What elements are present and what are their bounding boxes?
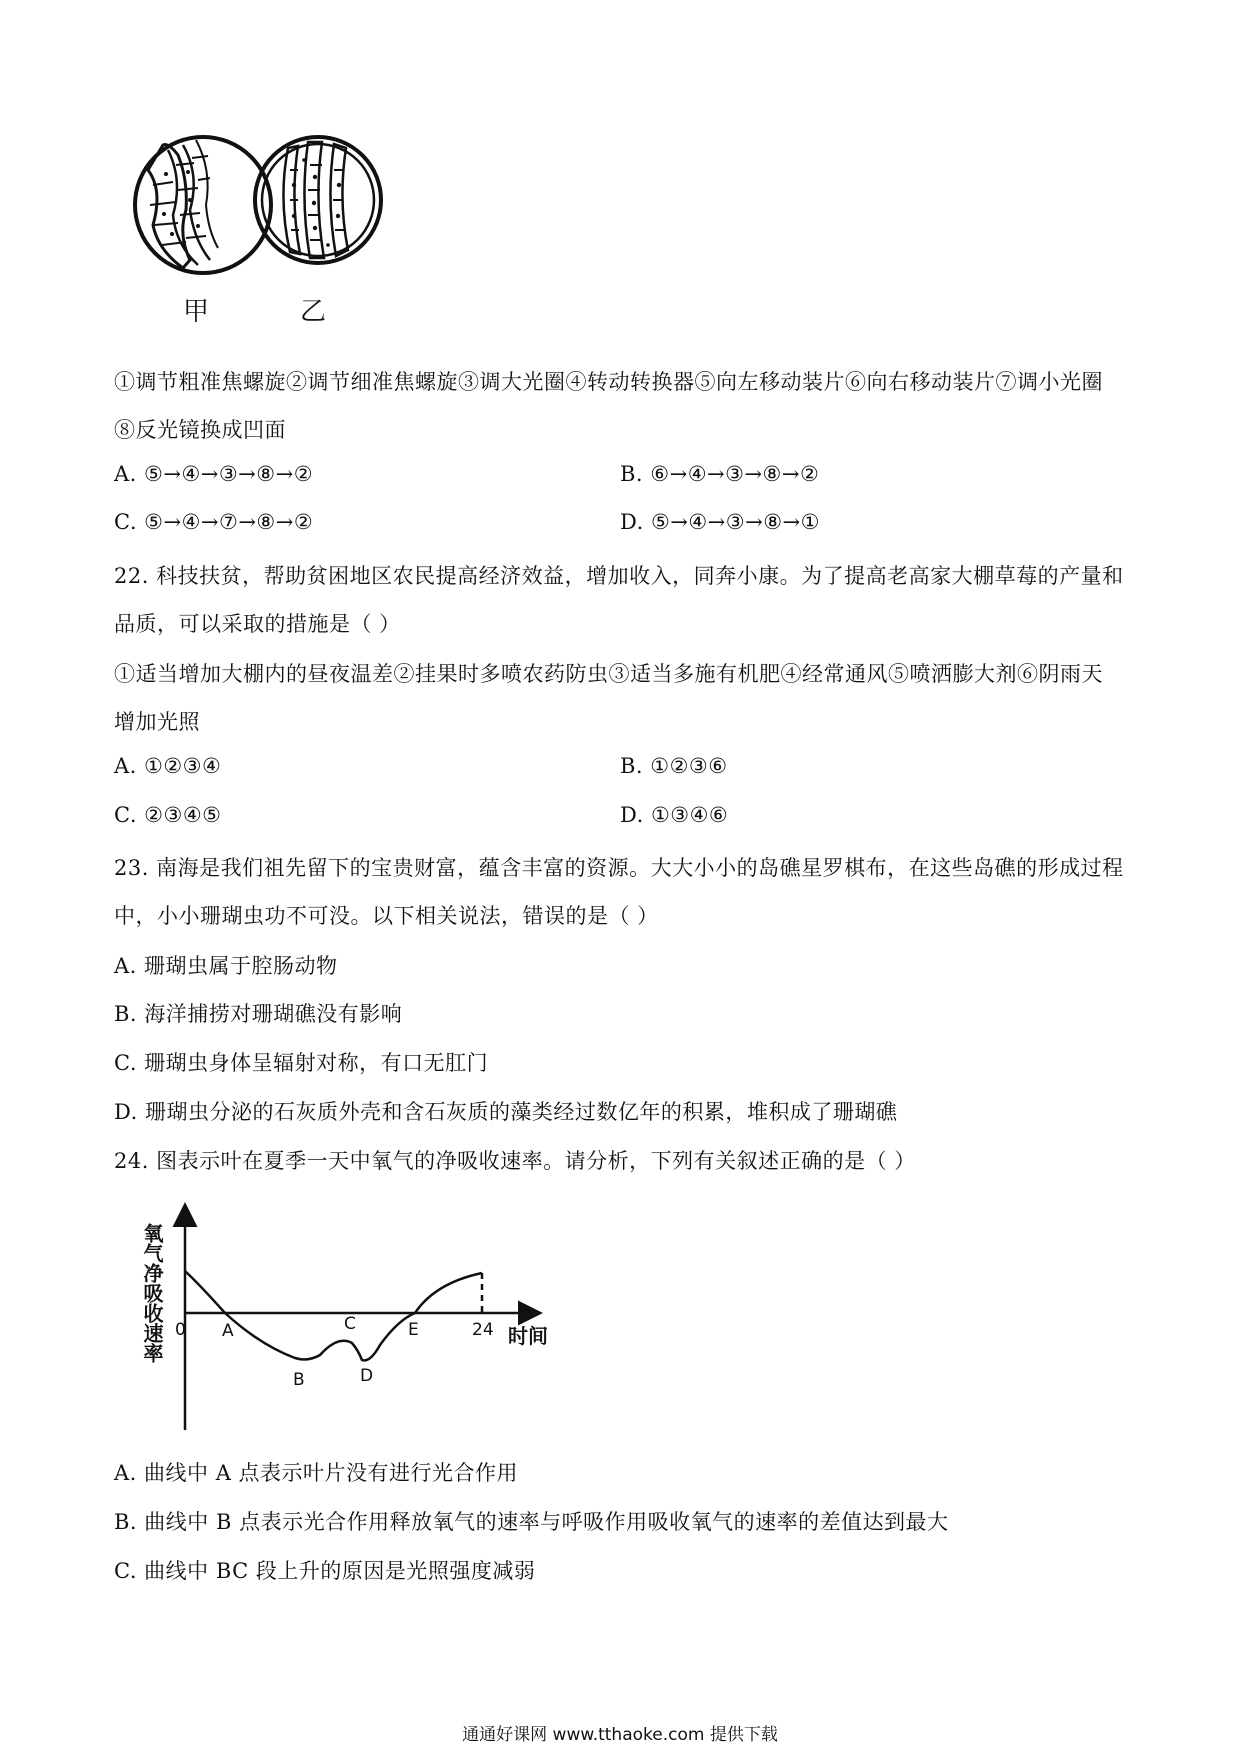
q22-option-c: C. ②③④⑤: [114, 803, 222, 827]
q22-items-line1: ①适当增加大棚内的昼夜温差②挂果时多喷农药防虫③适当多施有机肥④经常通风⑤喷洒膨大剂⑥阴雨天: [114, 662, 1103, 686]
q21-steps-line2: ⑧反光镜换成凹面: [114, 418, 286, 442]
x-axis-label: 时间: [508, 1324, 548, 1348]
q24-option-a: A. 曲线中 A 点表示叶片没有进行光合作用: [114, 1461, 519, 1485]
label-yi: 乙: [300, 297, 327, 327]
q22-items-line2: 增加光照: [114, 710, 200, 734]
rate-curve: [185, 1271, 482, 1360]
point-c-label: C: [344, 1314, 356, 1334]
q23-option-d: D. 珊瑚虫分泌的石灰质外壳和含石灰质的藻类经过数亿年的积累，堆积成了珊瑚礁: [114, 1100, 898, 1124]
q22-option-d: D. ①③④⑥: [620, 803, 729, 827]
y-axis-label: 氧气净吸收速率: [140, 1223, 164, 1363]
q21-option-a: A. ⑤→④→③→⑧→②: [114, 462, 314, 486]
q21-option-c: C. ⑤→④→⑦→⑧→②: [114, 510, 314, 534]
q22-stem-line2: 品质，可以采取的措施是（ ）: [114, 612, 401, 636]
q21-option-b: B. ⑥→④→③→⑧→②: [620, 462, 820, 486]
point-a-label: A: [222, 1321, 234, 1341]
point-e-label: E: [408, 1320, 419, 1340]
point-b-label: B: [293, 1370, 305, 1390]
origin-label: 0: [175, 1320, 186, 1340]
q24-option-c: C. 曲线中 BC 段上升的原因是光照强度减弱: [114, 1559, 536, 1583]
oxygen-rate-graph: [130, 1195, 570, 1435]
q22-option-a: A. ①②③④: [114, 754, 222, 778]
q23-option-b: B. 海洋捕捞对珊瑚礁没有影响: [114, 1002, 403, 1026]
q23-stem-line2: 中，小小珊瑚虫功不可没。以下相关说法，错误的是（ ）: [114, 904, 659, 928]
end-tick-label: 24: [472, 1320, 494, 1340]
q22-option-b: B. ①②③⑥: [620, 754, 728, 778]
q21-steps-line1: ①调节粗准焦螺旋②调节细准焦螺旋③调大光圈④转动转换器⑤向左移动装片⑥向右移动装片⑦调小光圈: [114, 370, 1103, 394]
page-footer: 通通好课网 www.tthaoke.com 提供下载: [462, 1725, 778, 1745]
microscope-figure: [128, 130, 448, 330]
q22-stem-line1: 22. 科技扶贫，帮助贫困地区农民提高经济效益，增加收入，同奔小康。为了提高老高家大棚草莓的产量和: [114, 564, 1124, 588]
q23-option-c: C. 珊瑚虫身体呈辐射对称，有口无肛门: [114, 1051, 489, 1075]
q23-option-a: A. 珊瑚虫属于腔肠动物: [114, 954, 338, 978]
point-d-label: D: [360, 1366, 374, 1386]
q21-option-d: D. ⑤→④→③→⑧→①: [620, 510, 820, 534]
q23-stem-line1: 23. 南海是我们祖先留下的宝贵财富，蕴含丰富的资源。大大小小的岛礁星罗棋布，在这些岛礁的形成过程: [114, 856, 1124, 880]
q24-option-b: B. 曲线中 B 点表示光合作用释放氧气的速率与呼吸作用吸收氧气的速率的差值达到最大: [114, 1510, 949, 1534]
q24-stem: 24. 图表示叶在夏季一天中氧气的净吸收速率。请分析，下列有关叙述正确的是（ ）: [114, 1149, 916, 1173]
label-jia: 甲: [183, 297, 210, 327]
